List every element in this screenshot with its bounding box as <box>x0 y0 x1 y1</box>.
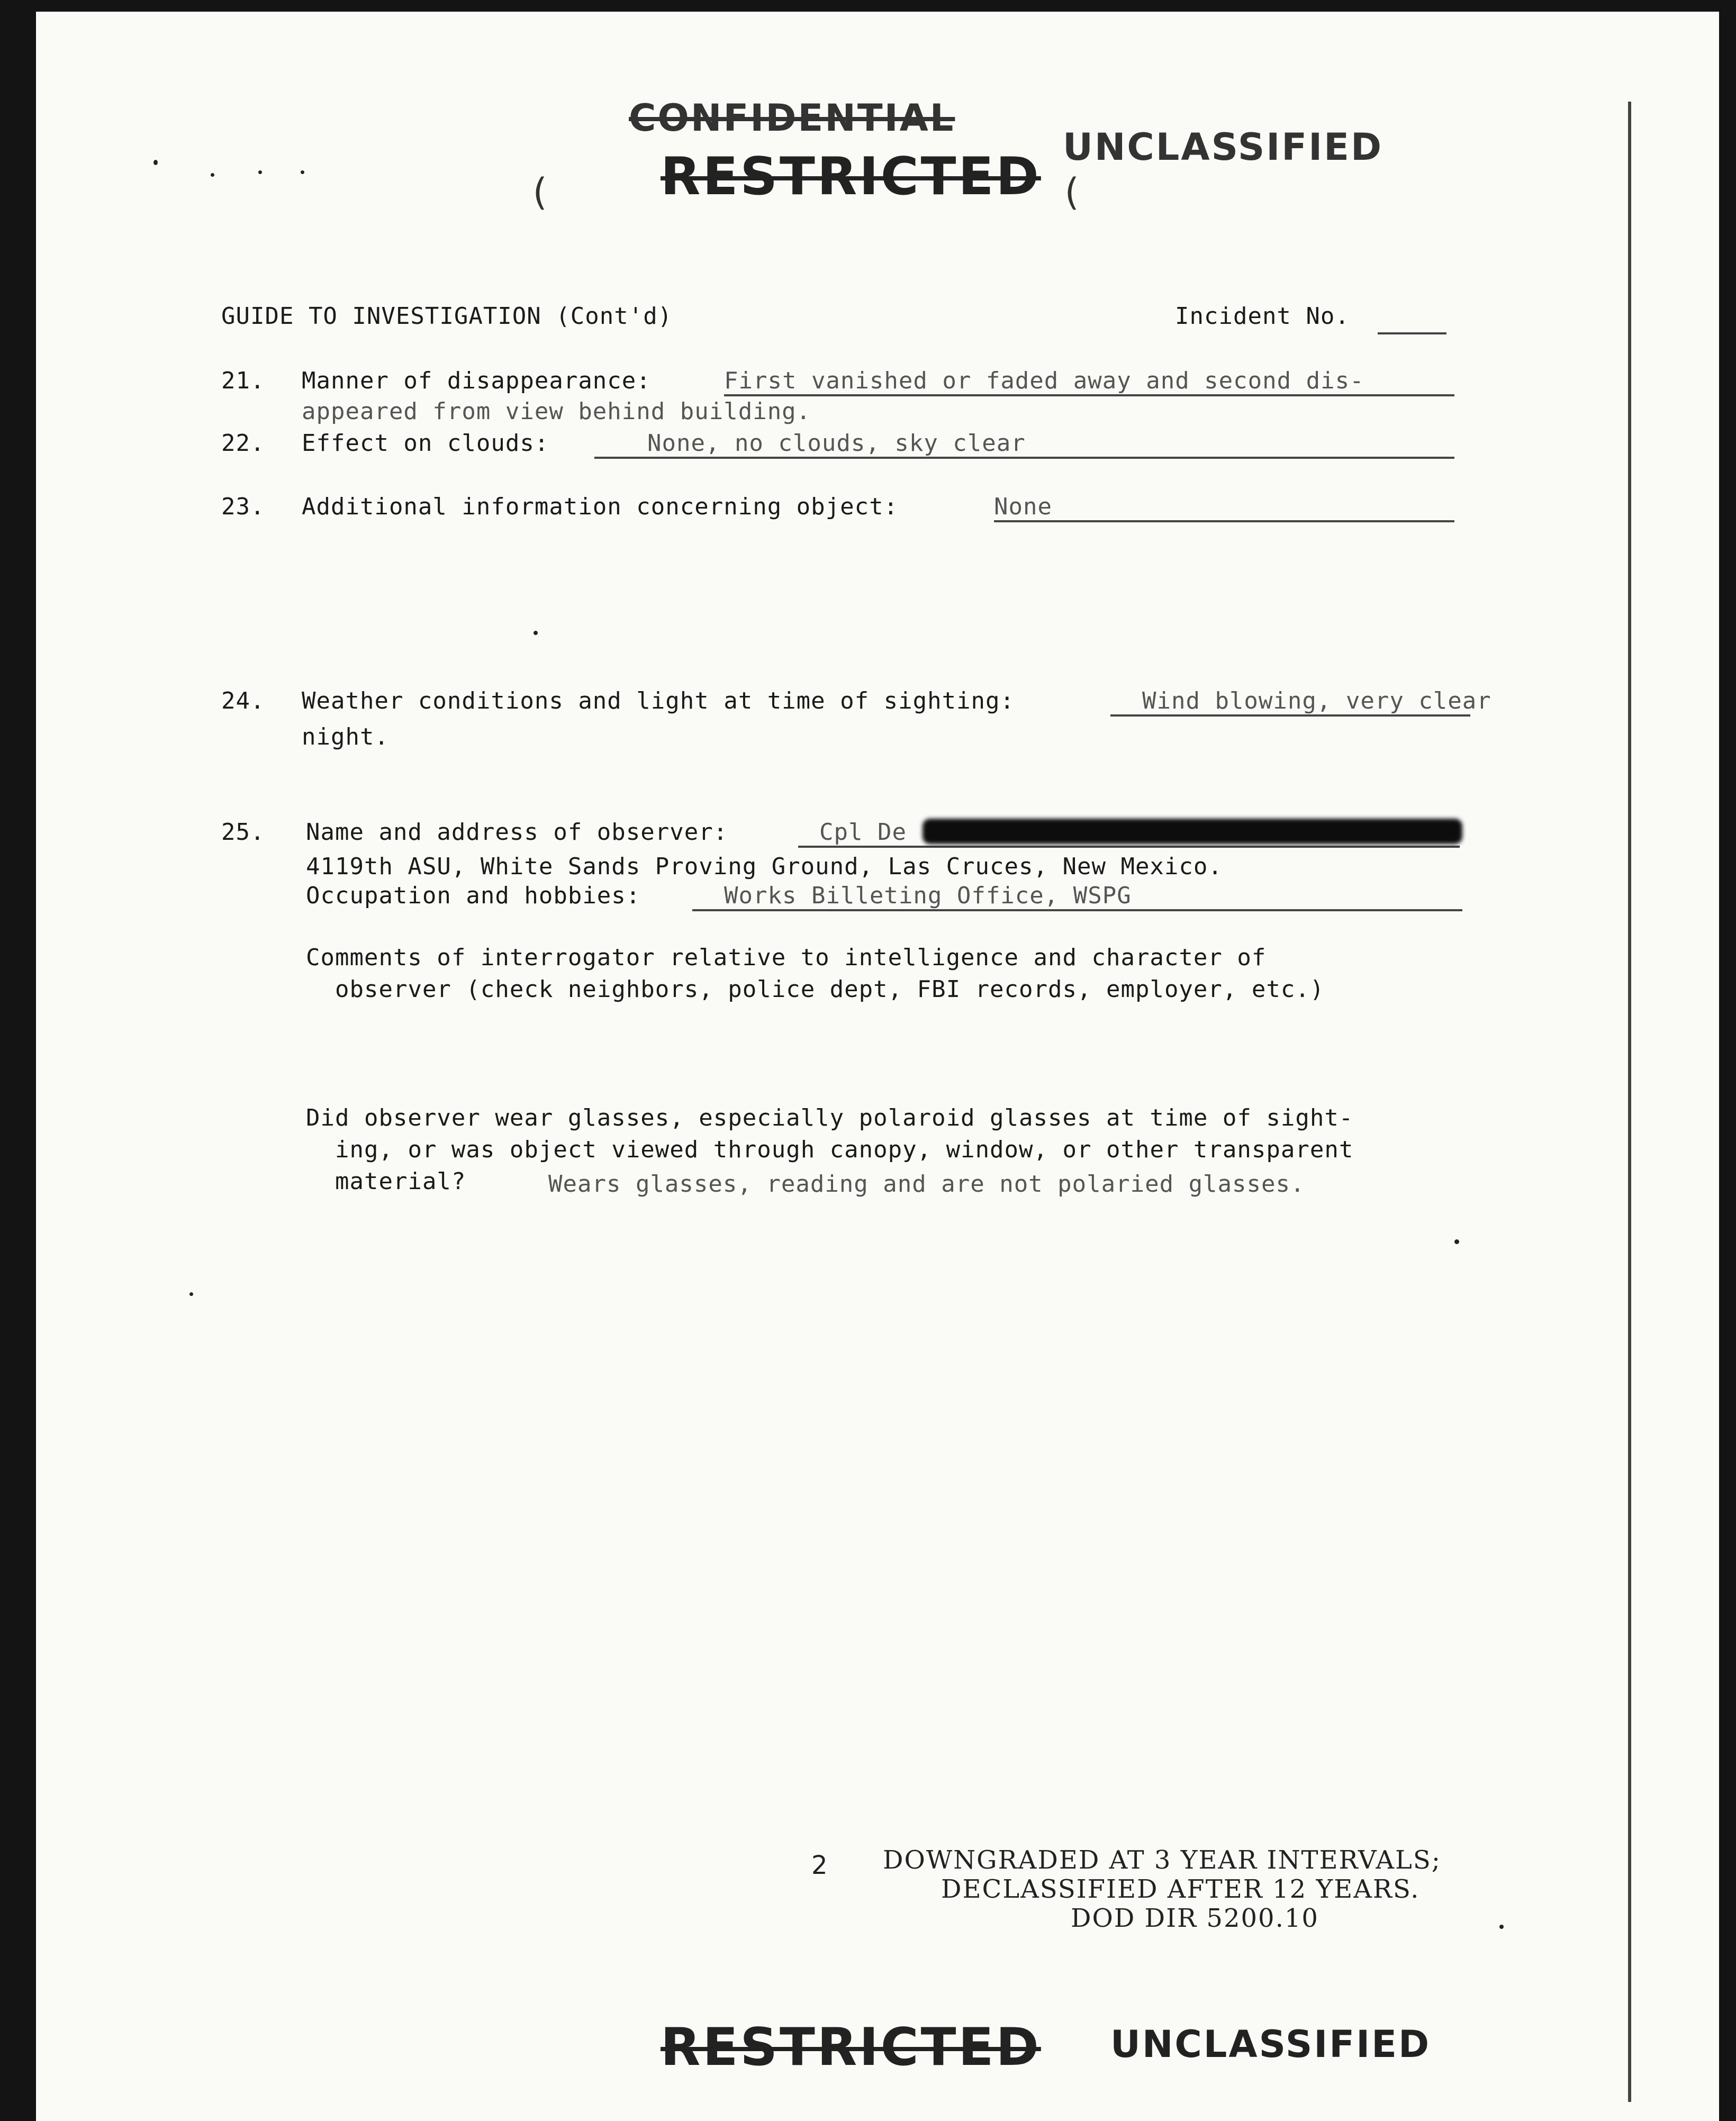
glasses-question-line2: ing, or was object viewed through canopy, window, or other transparent <box>335 1136 1354 1163</box>
stamp-bracket-right: ( <box>1060 170 1083 214</box>
page-number: 2 <box>811 1851 828 1880</box>
item-21-answer-line1: First vanished or faded away and second dis- <box>724 367 1454 396</box>
form-title: GUIDE TO INVESTIGATION (Cont'd) <box>221 303 673 330</box>
item-22-label: Effect on clouds: <box>302 430 549 457</box>
scan-speck <box>258 170 262 174</box>
item-21-label: Manner of disappearance: <box>302 367 651 394</box>
observer-address: 4119th ASU, White Sands Proving Ground, Las Cruces, New Mexico. <box>306 853 1223 880</box>
downgrade-line1: DOWNGRADED AT 3 YEAR INTERVALS; <box>883 1845 1441 1875</box>
scan-speck <box>1454 1239 1459 1244</box>
item-24-answer-line1: Wind blowing, very clear <box>1110 687 1470 717</box>
item-21-number: 21. <box>221 367 265 394</box>
item-23-label: Additional information concerning object: <box>302 493 899 520</box>
incident-number-field <box>1378 303 1446 334</box>
comments-line1: Comments of interrogator relative to intelligence and character of <box>306 944 1267 971</box>
item-23-number: 23. <box>221 493 265 520</box>
struck-confidential-stamp: CONFIDENTIAL <box>629 96 955 140</box>
scan-speck <box>301 170 304 174</box>
occupation-label: Occupation and hobbies: <box>306 882 641 909</box>
item-24-number: 24. <box>221 687 265 714</box>
item-21-answer-line2: appeared from view behind building. <box>302 398 811 425</box>
struck-restricted-stamp-bottom: RESTRICTED <box>661 2017 1041 2078</box>
observer-name-visible: Cpl De <box>798 819 1460 848</box>
downgrade-line2: DECLASSIFIED AFTER 12 YEARS. <box>941 1874 1420 1904</box>
item-25-number: 25. <box>221 819 265 846</box>
glasses-question-end: material? <box>335 1168 466 1195</box>
comments-line2: observer (check neighbors, police dept, FBI records, employer, etc.) <box>335 976 1325 1003</box>
incident-label: Incident No. <box>1175 303 1350 330</box>
glasses-question-line1: Did observer wear glasses, especially polaroid glasses at time of sight- <box>306 1104 1354 1131</box>
occupation-answer: Works Billeting Office, WSPG <box>692 882 1462 911</box>
scan-speck <box>153 160 158 165</box>
item-23-answer: None <box>994 493 1454 522</box>
scan-speck <box>1499 1925 1504 1929</box>
item-22-number: 22. <box>221 430 265 457</box>
document-page <box>36 12 1719 2121</box>
downgrade-line3: DOD DIR 5200.10 <box>1071 1904 1319 1933</box>
observer-name-redaction <box>923 819 1462 844</box>
stamp-bracket-left: ( <box>528 170 551 214</box>
scan-speck <box>211 173 214 177</box>
scan-speck <box>189 1292 193 1296</box>
unclassified-stamp-top: UNCLASSIFIED <box>1063 125 1384 169</box>
item-24-answer-line2: night. <box>302 723 389 750</box>
struck-restricted-stamp: RESTRICTED <box>661 147 1041 207</box>
item-22-answer: None, no clouds, sky clear <box>594 430 1454 459</box>
page-right-rule <box>1628 102 1631 2102</box>
glasses-answer: Wears glasses, reading and are not polaried glasses. <box>548 1171 1305 1198</box>
item-24-label: Weather conditions and light at time of sighting: <box>302 687 1015 714</box>
unclassified-stamp-bottom: UNCLASSIFIED <box>1110 2023 1431 2066</box>
item-25-label: Name and address of observer: <box>306 819 728 846</box>
scan-speck <box>534 631 538 635</box>
